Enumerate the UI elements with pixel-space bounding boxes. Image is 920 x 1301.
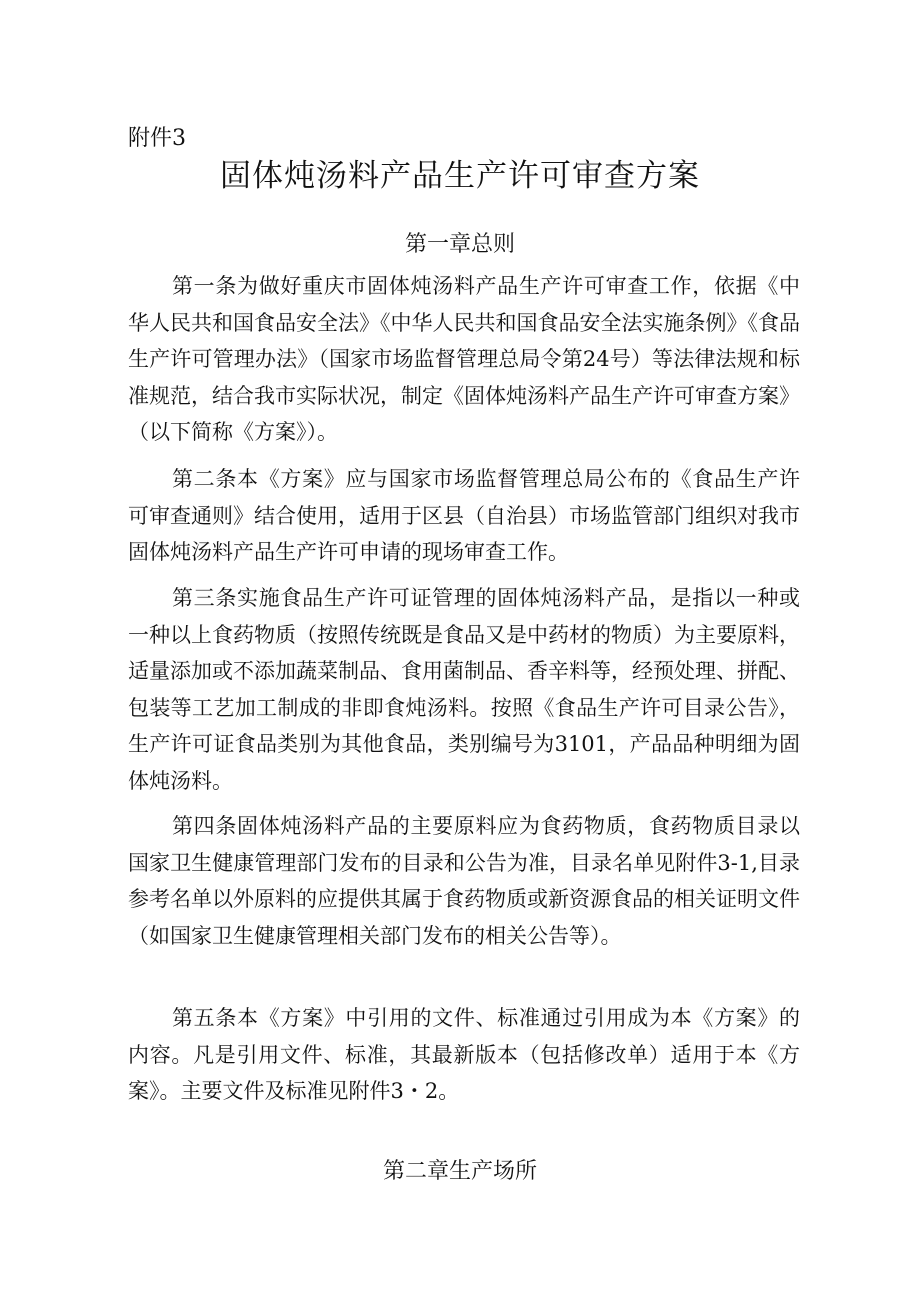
chapter-heading-general: 第一章总则 <box>404 232 515 257</box>
article-3: 第三条实施食品生产许可证管理的固体炖汤料产品，是指以一种或一种以上食药物质（按照传统既是食品又是中药材的物质）为主要原料，适量添加或不添加蔬菜制品、食用菌制品、香辛料等，经预处理、拼配、包装等工艺加工制成的非即食炖汤料。按照《食品生产许可目录公告》，生产许可证食品类别为其他食品，类别编号为3101，产品品种明细为固体炖汤料。 <box>128 586 800 793</box>
document-title: 固体炖汤料产品生产许可审查方案 <box>220 158 700 194</box>
article-4: 第四条固体炖汤料产品的主要原料应为食药物质，食药物质目录以国家卫生健康管理部门发布的目录和公告为准，目录名单见附件3-1,目录参考名单以外原料的应提供其属于食药物质或新资源食品的相关证明文件（如国家卫生健康管理相关部门发布的相关公告等）。 <box>128 814 800 948</box>
article-1: 第一条为做好重庆市固体炖汤料产品生产许可审查工作，依据《中华人民共和国食品安全法》《中华人民共和国食品安全法实施条例》《食品生产许可管理办法》（国家市场监督管理总局令第24号）等法律法规和标准规范，结合我市实际状况，制定《固体炖汤料产品生产许可审查方案》（以下简称《方案》）。 <box>128 274 800 444</box>
article-2: 第二条本《方案》应与国家市场监督管理总局公布的《食品生产许可审查通则》结合使用，适用于区县（自治县）市场监管部门组织对我市固体炖汤料产品生产许可申请的现场审查工作。 <box>128 467 800 564</box>
chapter-heading-production-site: 第二章生产场所 <box>382 1159 537 1184</box>
attachment-label: 附件3 <box>128 126 186 151</box>
article-5: 第五条本《方案》中引用的文件、标准通过引用成为本《方案》的内容。凡是引用文件、标准，其最新版本（包括修改单）适用于本《方案》。主要文件及标准见附件3・2。 <box>128 1006 800 1103</box>
